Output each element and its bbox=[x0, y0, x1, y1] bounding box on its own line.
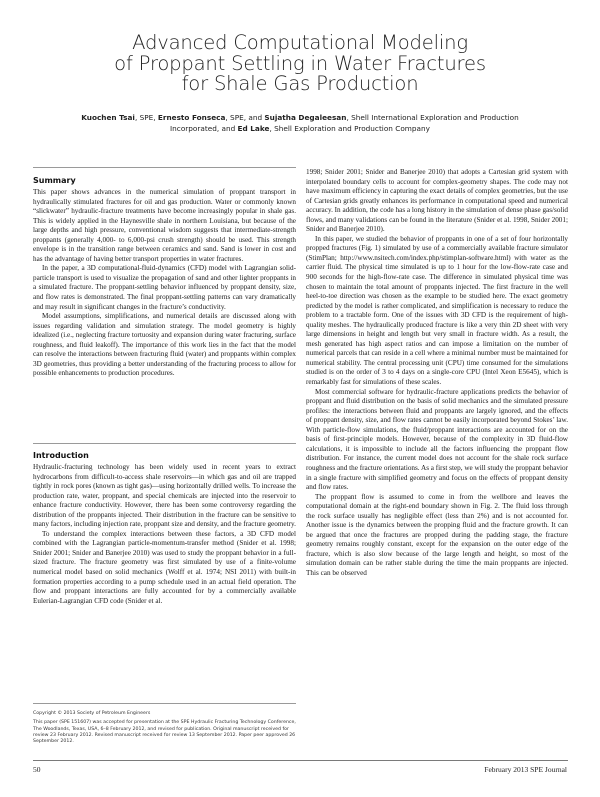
paragraph: In the paper, a 3D computational-fluid-dynamics (CFD) model with Lagrangian solid-particle transport is used to visualize the propagation of sand and other lighter proppants in a simulated fracture. The proppant-settling behavior influenced by proppant density, size, and flow rates is demonstrated. The final proppant-settling patterns can vary dramatically and may result in significant changes in the fracture’s conductivity. bbox=[33, 264, 296, 311]
paper-title bbox=[30, 33, 570, 95]
paragraph: In this paper, we studied the behavior of proppants in one of a set of four horizontally propped fractures (Fig. 1) simulated by use of a commercially available fracture simulator (StimPlan; http://www.nsitech.com/index.php/stimplan-software.html) with water as the carrier fluid. The physical time simulated is up to 1 hour for the low-flow-rate case and 900 seconds for the high-flow-rate case. The difference in simulated physical time was chosen to maintain the total amount of proppants injected. The first fracture in the well heel-to-toe direction was chosen as the example to be studied here. The exact geometry predicted by the model is rather complicated, and simplification is necessary to reduce the problem to a tractable form. One of the issues with 3D CFD is the requirement of high-quality meshes. The hydraulically produced fracture is like a very thin 2D sheet with very large dimensions in height and length but very small in fracture width. As a result, the mesh generated has high aspect ratios and can impose a limitation on the number of numerical parcels that can reside in a cell where a minimal number must be maintained for numerical stability. The central processing unit (CPU) time consumed for the simulations studied is on the order of 3 to 4 days on a single-core CPU (Intel Xeon E5645), which is remarkably fast for simulations of these scales. bbox=[306, 234, 568, 387]
affiliation: Incorporated, and bbox=[170, 123, 238, 133]
paragraph: 1998; Snider 2001; Snider and Banerjee 2010) that adopts a Cartesian grid system with interpolated boundary cells to account for complex-geometry shapes. The code may not have maximum efficiency in capturing the exact details of complex geometries, but the use of Cartesian grids greatly enhances its performance in computational speed and numerical accuracy. In addition, the code has a long history in the simulation of dense phase gas/solid flows, and many validations can be found in the literature (Snider et al. 1998, Snider 2001; Snider and Banerjee 2010). bbox=[306, 168, 569, 234]
section-divider bbox=[33, 167, 296, 168]
footnote bbox=[33, 711, 296, 748]
introduction-section bbox=[33, 451, 296, 606]
title-line: of Proppant Settling in Water Fractures bbox=[114, 51, 486, 75]
footer-rule bbox=[33, 760, 568, 761]
author-name: Sujatha Degaleesan bbox=[264, 113, 347, 122]
author-line: Kuochen Tsai, SPE, Ernesto Fonseca, SPE, and Sujatha Degaleesan, Shell International Exploration and Production bbox=[81, 113, 519, 122]
section-divider bbox=[33, 443, 296, 444]
author-line bbox=[30, 124, 570, 135]
author-list bbox=[30, 113, 570, 134]
right-column bbox=[306, 168, 568, 579]
summary-section bbox=[33, 176, 296, 379]
title-line: for Shale Gas Production bbox=[181, 72, 419, 95]
section-heading: Summary bbox=[33, 176, 76, 185]
paragraph: Most commercial software for hydraulic-fracture applications predicts the behavior of proppant and fluid distribution on the basis of solid mechanics and the simulated pressure profiles: the interactions between fluid and proppants are largely ignored, and the effects of proppant density, size, and flow rates cannot be easily incorporated beyond Stokes’ law. With particle-flow simulations, the fluid/proppant interactions are accounted for on the basis of first-principle models. However, because of the complexity in 3D fluid-flow calculations, it is impossible to include all the factors influencing the proppant flow distribution. For instance, the current model does not account for the shale rock surface roughness and the fracture orientations. As a first step, we will study the proppant behavior in a single fracture with simplified geometry and focus on the effects of proppant density and flow rates. bbox=[306, 387, 568, 492]
publication-note: This paper (SPE 151607) was accepted for presentation at the SPE Hydraulic Fracturing Technology Conference, The Woodlands, Texas, USA, 6–8 February 2012, and revised for publication. Original manuscript received for review 23 February 2012. Revised manuscript received for review 13 September 2012. Paper peer approved 26 September 2012. bbox=[33, 720, 296, 745]
author-name: Kuochen Tsai bbox=[81, 113, 135, 122]
paragraph: To understand the complex interactions between these factors, a 3D CFD model combined with the Lagrangian particle-momentum-transfer method (Snider et al. 1998; Snider 2001; Snider and Banerjee 2010) was used to study the proppant behavior in a full-sized fracture. The fracture geometry was first simulated by use of a finite-volume numerical model based on solid mechanics (Wolff et al. 1974; NSI 2011) with built-in formation properties according to a pump schedule used in an actual field operation. The flow and proppant interactions are fully accounted for by a commercially available Eulerian-Lagrangian CFD code (Snider et al. bbox=[33, 529, 296, 605]
section-heading: Introduction bbox=[33, 451, 89, 460]
affiliation: , Shell International Exploration and Production bbox=[346, 113, 519, 122]
paragraph: The proppant flow is assumed to come in from the wellbore and leaves the computational domain at the right-end boundary shown in Fig. 2. The fluid loss through the rock surface usually has negligible effect (less than 2%) and is not accounted for. Another issue is the dynamics between the propping fluid and the fracture growth. It can be argued that once the fractures are propped during the padding stage, the fracture geometry remains roughly constant, except for the expansion on the outer edge of the fracture, which is also slow because of the large length and height, so most of the simulation domain can be rather stable during the time the main proppants are injected. This can be observed bbox=[306, 492, 568, 577]
paragraph: Hydraulic-fracturing technology has been widely used in recent years to extract hydrocarbons from difficult-to-access shale reservoirs—in which gas and oil are trapped tightly in rock pores (known as tight gas)—using horizontally drilled wells. To increase the production rate, water, proppant, and special chemicals are injected into the reservoir to enhance fracture conductivity. However, there has been some controversy regarding the distribution of the proppants injected. Their distribution in the fracture can be sensitive to many factors, including injection rate, proppant size and density, and the fracture geometry. bbox=[33, 463, 296, 529]
paragraph: Model assumptions, simplifications, and numerical details are discussed along with issues regarding validation and simulation strategy. The model geometry is highly idealized (i.e., neglecting fracture tortuosity and expansion during water fracturing, surface roughness, and fluid leakoff). The importance of this work lies in the fact that the model can resolve the interactions between fracturing fluid (water) and proppants within complex 3D geometries, thus providing a better understanding of the fracturing process to allow for possible enhancements to production procedures. bbox=[33, 312, 296, 378]
journal-issue: February 2013 SPE Journal bbox=[484, 765, 567, 774]
footnote-divider bbox=[33, 703, 296, 704]
author-name: Ed Lake bbox=[237, 123, 270, 133]
copyright-notice: Copyright © 2013 Society of Petroleum Engineers bbox=[33, 711, 151, 716]
author-name: Ernesto Fonseca bbox=[157, 113, 226, 122]
page-number: 50 bbox=[33, 765, 41, 774]
paragraph: This paper shows advances in the numerical simulation of proppant transport in hydraulically stimulated fractures for oil and gas production. Water or commonly known “slickwater” hydraulic-fracture treatments have become increasingly popular in shale gas. This is widely applied in the Haynesville shale in northern Louisiana, but because of the large depths and high pressure, conventional wisdom suggests that intermediate-strength proppants (generally 4,000- to 6,000-psi crush strength) should be used. This strength envelope is in the transition range between ceramics and sand. Sand is lower in cost and has the advantage of having better transport properties in water fractures. bbox=[33, 188, 296, 263]
title-line: Advanced Computational Modeling bbox=[132, 31, 468, 54]
affiliation: , Shell Exploration and Production Company bbox=[269, 123, 430, 133]
